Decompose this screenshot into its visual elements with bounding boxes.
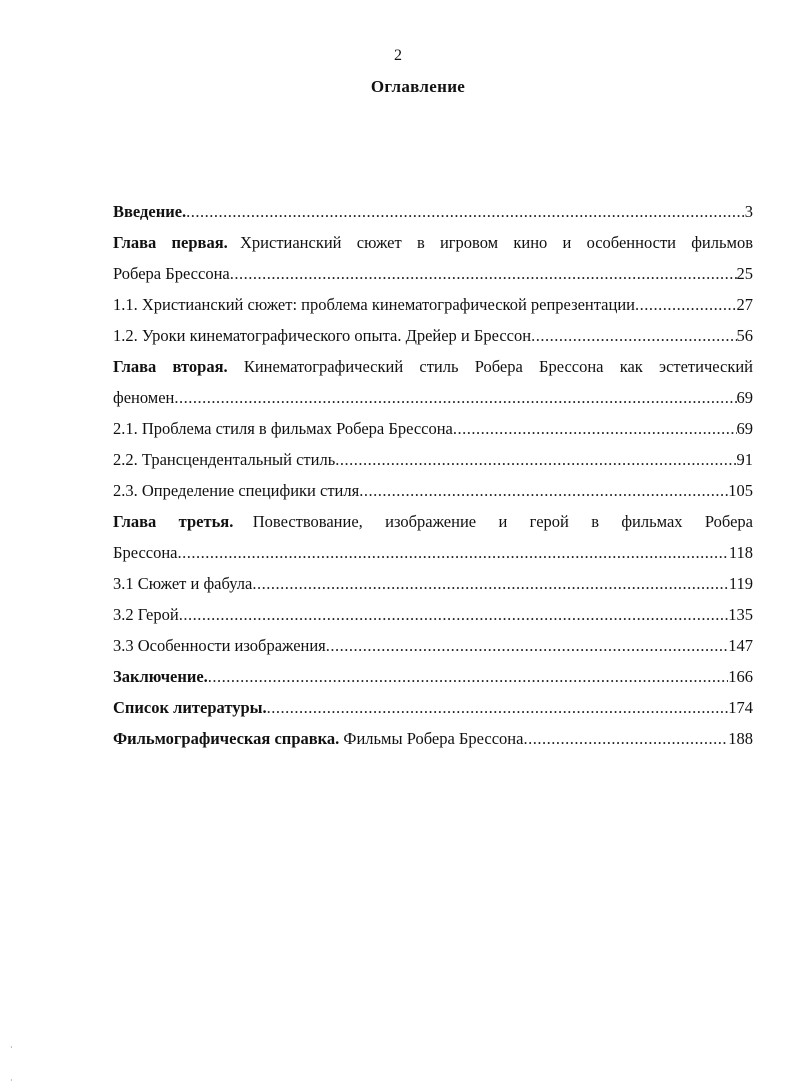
- chapter-title: Кинематографический стиль Робера Брессона как эстетический: [243, 357, 753, 376]
- chapter-title-continued: феномен: [113, 388, 175, 407]
- toc-entry-chapter-3-line-2: [113, 537, 753, 568]
- toc-entry-label: 2.2. Трансцендентальный стиль: [113, 450, 336, 469]
- page-number: 2: [394, 47, 402, 64]
- toc-entry-page: 91: [736, 450, 753, 469]
- toc-entry-section-3-2: [113, 599, 753, 630]
- toc-entry-chapter-1-line-2: [113, 258, 753, 289]
- dot-leader: [208, 661, 728, 692]
- toc-entry-label: Введение.: [113, 202, 187, 221]
- toc-entry-label: 3.3 Особенности изображения: [113, 636, 326, 655]
- dot-leader: [523, 723, 728, 754]
- toc-entry-page: 25: [736, 264, 753, 283]
- toc-entry-label: Заключение.: [113, 667, 208, 686]
- toc-entry-label: 2.3. Определение специфики стиля: [113, 481, 360, 500]
- toc-entry-filmography: [113, 723, 753, 754]
- toc-entry-section-3-1: [113, 568, 753, 599]
- chapter-title: Христианский сюжет в игровом кино и особенности фильмов: [240, 233, 753, 252]
- dot-leader: [335, 444, 736, 475]
- toc-entry-page: 166: [728, 667, 753, 686]
- toc-entry-section-1-1: [113, 289, 753, 320]
- toc-entry-introduction: [113, 196, 753, 227]
- toc-entry-label: 3.1 Сюжет и фабула: [113, 574, 253, 593]
- toc-entry-page: 69: [736, 419, 753, 438]
- toc-entry-page: 147: [728, 636, 753, 655]
- toc-entry-page: 69: [736, 388, 753, 407]
- toc-entry-chapter-2-line-1: [113, 351, 753, 382]
- dot-leader: [178, 537, 729, 568]
- toc-entry-section-2-2: [113, 444, 753, 475]
- scan-speck: ·: [10, 1043, 13, 1052]
- toc-entry-section-1-2: [113, 320, 753, 351]
- toc-entry-chapter-3-line-1: [113, 506, 753, 537]
- toc-entry-label: 1.2. Уроки кинематографического опыта. Дрейер и Брессон: [113, 326, 532, 345]
- toc-entry-page: 188: [728, 729, 753, 748]
- toc-entry-section-2-1: [113, 413, 753, 444]
- toc-entry-page: 56: [736, 326, 753, 345]
- toc-entry-literature: [113, 692, 753, 723]
- toc-entry-label: 1.1. Христианский сюжет: проблема кинематографической репрезентации: [113, 295, 635, 314]
- dot-leader: [453, 413, 737, 444]
- chapter-title-continued: Брессона: [113, 543, 178, 562]
- toc-entry-chapter-1-line-1: [113, 227, 753, 258]
- toc-entry-page: 27: [736, 295, 753, 314]
- toc-entry-label: 3.2 Герой: [113, 605, 179, 624]
- chapter-heading: Глава вторая.: [113, 357, 228, 376]
- dot-leader: [252, 568, 729, 599]
- dot-leader: [179, 599, 729, 630]
- toc-entry-page: 135: [728, 605, 753, 624]
- toc-entry-section-2-3: [113, 475, 753, 506]
- toc-entry-page: 174: [728, 698, 753, 717]
- toc-entry-page: 3: [744, 202, 753, 221]
- toc-entry-conclusion: [113, 661, 753, 692]
- scan-speck: ·: [10, 1076, 13, 1085]
- dot-leader: [635, 289, 737, 320]
- filmography-title: Фильмы Робера Брессона: [343, 729, 524, 748]
- toc-title: Оглавление: [370, 77, 466, 96]
- chapter-title-continued: Робера Брессона: [113, 264, 230, 283]
- toc-entry-label: 2.1. Проблема стиля в фильмах Робера Брессона: [113, 419, 453, 438]
- dot-leader: [531, 320, 736, 351]
- dot-leader: [174, 382, 736, 413]
- table-of-contents: [113, 196, 753, 754]
- dot-leader: [186, 196, 745, 227]
- dot-leader: [326, 630, 728, 661]
- filmography-heading: Фильмографическая справка.: [113, 729, 340, 748]
- chapter-heading: Глава первая.: [113, 233, 228, 252]
- toc-entry-page: 105: [728, 481, 753, 500]
- chapter-heading: Глава третья.: [113, 512, 234, 531]
- toc-entry-label: Список литературы.: [113, 698, 267, 717]
- dot-leader: [230, 258, 737, 289]
- toc-entry-chapter-2-line-2: [113, 382, 753, 413]
- chapter-title: Повествование, изображение и герой в фильмах Робера: [252, 512, 753, 531]
- toc-entry-page: 119: [728, 574, 753, 593]
- toc-entry-label: [113, 723, 523, 754]
- toc-entry-page: 118: [728, 543, 753, 562]
- dot-leader: [359, 475, 728, 506]
- toc-entry-section-3-3: [113, 630, 753, 661]
- dot-leader: [267, 692, 729, 723]
